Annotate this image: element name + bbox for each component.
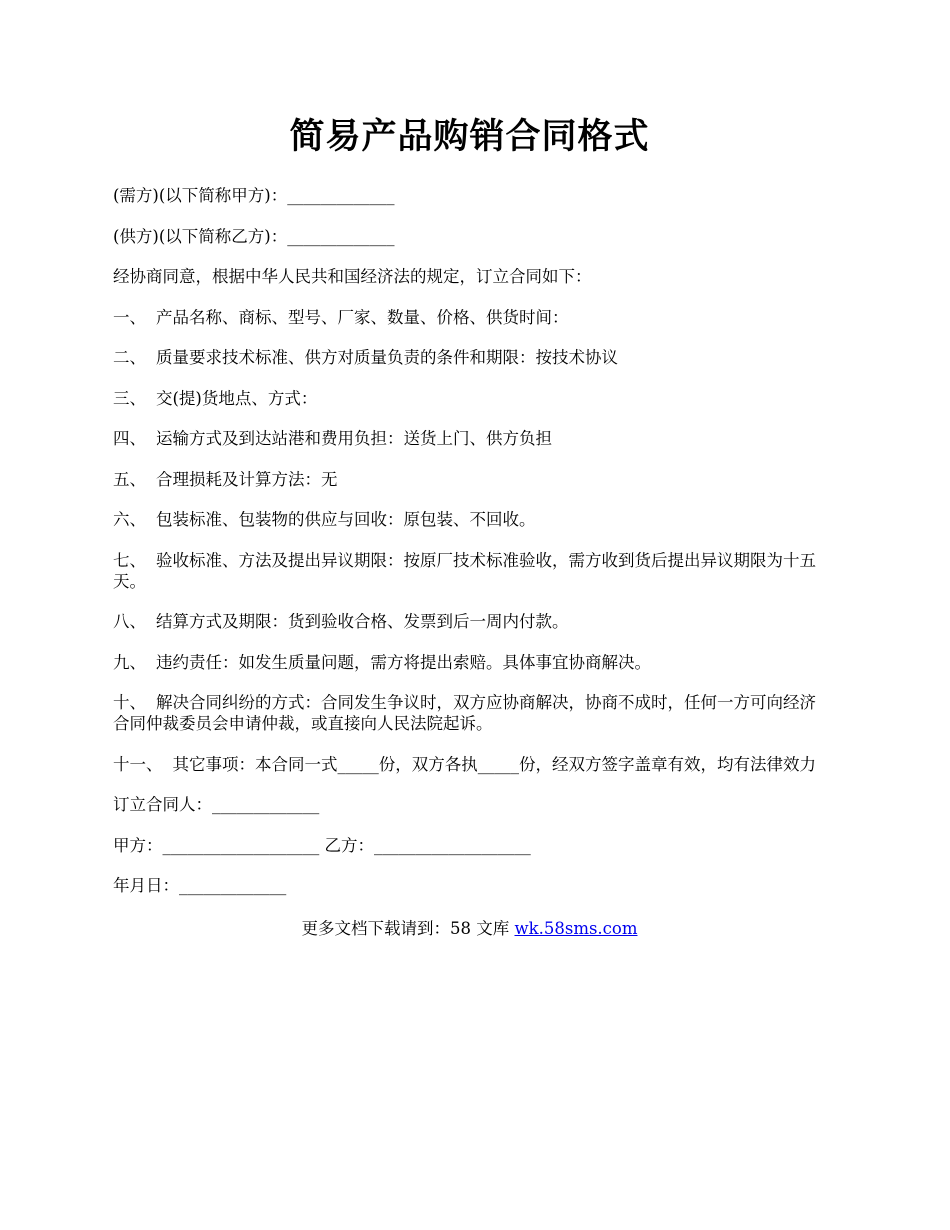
- clause-text: 产品名称、商标、型号、厂家、数量、价格、供货时间：: [156, 307, 569, 327]
- clause-4: [113, 428, 826, 449]
- clause-text: 其它事项：本合同一式_____份，双方各执_____份，经双方签字盖章有效，均有法律效力: [172, 754, 816, 774]
- clause-9: [113, 652, 826, 673]
- footer-link[interactable]: wk.58sms.com: [514, 919, 638, 938]
- clause-3: [113, 388, 826, 409]
- clause-2: [113, 347, 826, 368]
- clause-7: [113, 550, 826, 592]
- clause-number: 七、: [113, 550, 146, 570]
- clause-number: 三、: [113, 388, 146, 408]
- parties-sign-line: 甲方：___________________ 乙方：___________________: [113, 835, 531, 855]
- clause-5: [113, 469, 826, 490]
- footer: [113, 918, 826, 939]
- intro-line: 经协商同意，根据中华人民共和国经济法的规定，订立合同如下：: [113, 267, 592, 286]
- clause-6: [113, 509, 826, 530]
- document-title: 简易产品购销合同格式: [289, 116, 650, 157]
- clause-text: 包装标准、包装物的供应与回收：原包装、不回收。: [156, 510, 536, 529]
- clause-text: 验收标准、方法及提出异议期限：按原厂技术标准验收，需方收到货后提出异议期限为十五天。: [113, 550, 816, 591]
- signatory-line: 订立合同人：_____________: [113, 795, 320, 814]
- clause-number: 十一、: [113, 754, 163, 774]
- clause-11: [113, 754, 826, 775]
- footer-text: 更多文档下载请到：58 文库: [301, 919, 515, 938]
- clause-text: 交(提)货地点、方式：: [156, 388, 318, 408]
- clause-text: 合理损耗及计算方法：无: [156, 469, 338, 489]
- clause-number: 十、: [113, 693, 146, 712]
- clause-text: 质量要求技术标准、供方对质量负责的条件和期限：按技术协议: [156, 348, 618, 367]
- clause-number: 四、: [113, 429, 146, 448]
- clause-text: 结算方式及期限：货到验收合格、发票到后一周内付款。: [156, 612, 569, 631]
- clause-1: [113, 307, 826, 328]
- clause-8: [113, 611, 826, 632]
- clause-number: 八、: [113, 612, 146, 631]
- clause-10: [113, 692, 826, 734]
- clause-number: 一、: [113, 307, 146, 327]
- clause-text: 运输方式及到达站港和费用负担：送货上门、供方负担: [156, 429, 552, 448]
- clause-number: 五、: [113, 469, 146, 489]
- clause-text: 违约责任：如发生质量问题，需方将提出索赔。具体事宜协商解决。: [156, 652, 651, 672]
- clause-number: 二、: [113, 348, 146, 367]
- clause-number: 六、: [113, 510, 146, 529]
- party-a-line: (需方)(以下简称甲方)：_____________: [113, 186, 395, 205]
- clause-text: 解决合同纠纷的方式：合同发生争议时，双方应协商解决，协商不成时，任何一方可向经济合同仲裁委员会申请仲裁，或直接向人民法院起诉。: [113, 693, 816, 733]
- date-line: 年月日：_____________: [113, 876, 287, 895]
- clause-number: 九、: [113, 652, 146, 672]
- party-b-line: (供方)(以下简称乙方)：_____________: [113, 226, 395, 246]
